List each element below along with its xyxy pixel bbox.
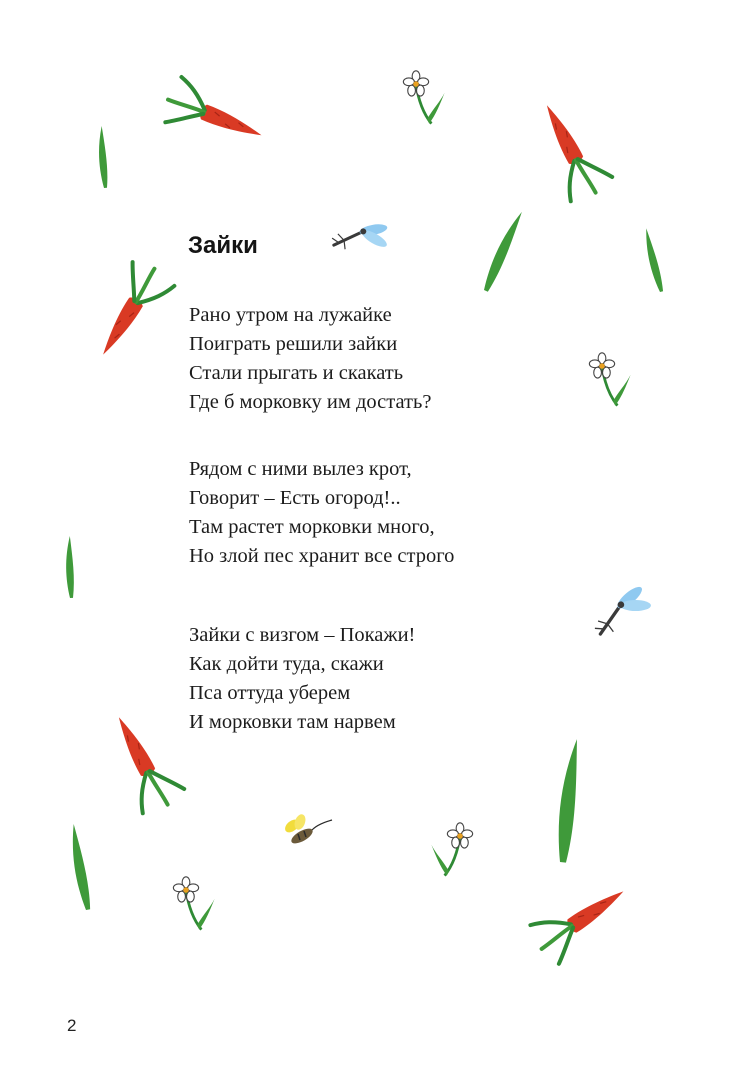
grass-blade-icon: [65, 536, 74, 598]
poem-line: И морковки там нарвем: [189, 711, 396, 733]
carrot-icon: [160, 76, 271, 158]
dragonfly-icon: [330, 207, 395, 263]
dragonfly-icon: [589, 582, 656, 635]
poem-line: Зайки с визгом – Покажи!: [189, 624, 416, 646]
stanza: [189, 455, 454, 571]
poem-line: Рядом с ними вылез крот,: [189, 458, 412, 480]
stanza: [189, 621, 415, 737]
poem-line: Как дойти туда, скажи: [189, 653, 384, 675]
carrot-icon: [526, 94, 615, 205]
daisy-icon: [173, 877, 214, 930]
poem-line: Где б морковку им достать?: [189, 391, 432, 413]
grass-blade-icon: [97, 126, 109, 188]
grass-blade-icon: [480, 209, 525, 292]
daisy-icon: [589, 353, 630, 406]
poem-line: Стали прыгать и скакать: [189, 362, 404, 384]
poem-line: Пса оттуда уберем: [189, 682, 351, 704]
poem-line: Там растет морковки много,: [189, 516, 435, 538]
poem-title: Зайки: [188, 232, 258, 259]
daisy-icon: [431, 823, 472, 876]
daisy-icon: [403, 71, 444, 124]
poem-line: Рано утром на лужайке: [189, 304, 392, 326]
page-number: 2: [67, 1016, 77, 1035]
stanza: [189, 301, 431, 417]
poem-line: Но злой пес хранит все строго: [189, 545, 455, 567]
poem-line: Поиграть решили зайки: [189, 333, 398, 355]
poem-line: Говорит – Есть огород!..: [189, 487, 401, 509]
grass-blade-icon: [641, 228, 664, 293]
grass-blade-icon: [554, 738, 582, 863]
grass-blade-icon: [67, 823, 92, 910]
carrot-icon: [98, 706, 187, 817]
bee-icon: [283, 813, 332, 847]
carrot-icon: [527, 871, 637, 967]
carrot-icon: [83, 257, 177, 367]
